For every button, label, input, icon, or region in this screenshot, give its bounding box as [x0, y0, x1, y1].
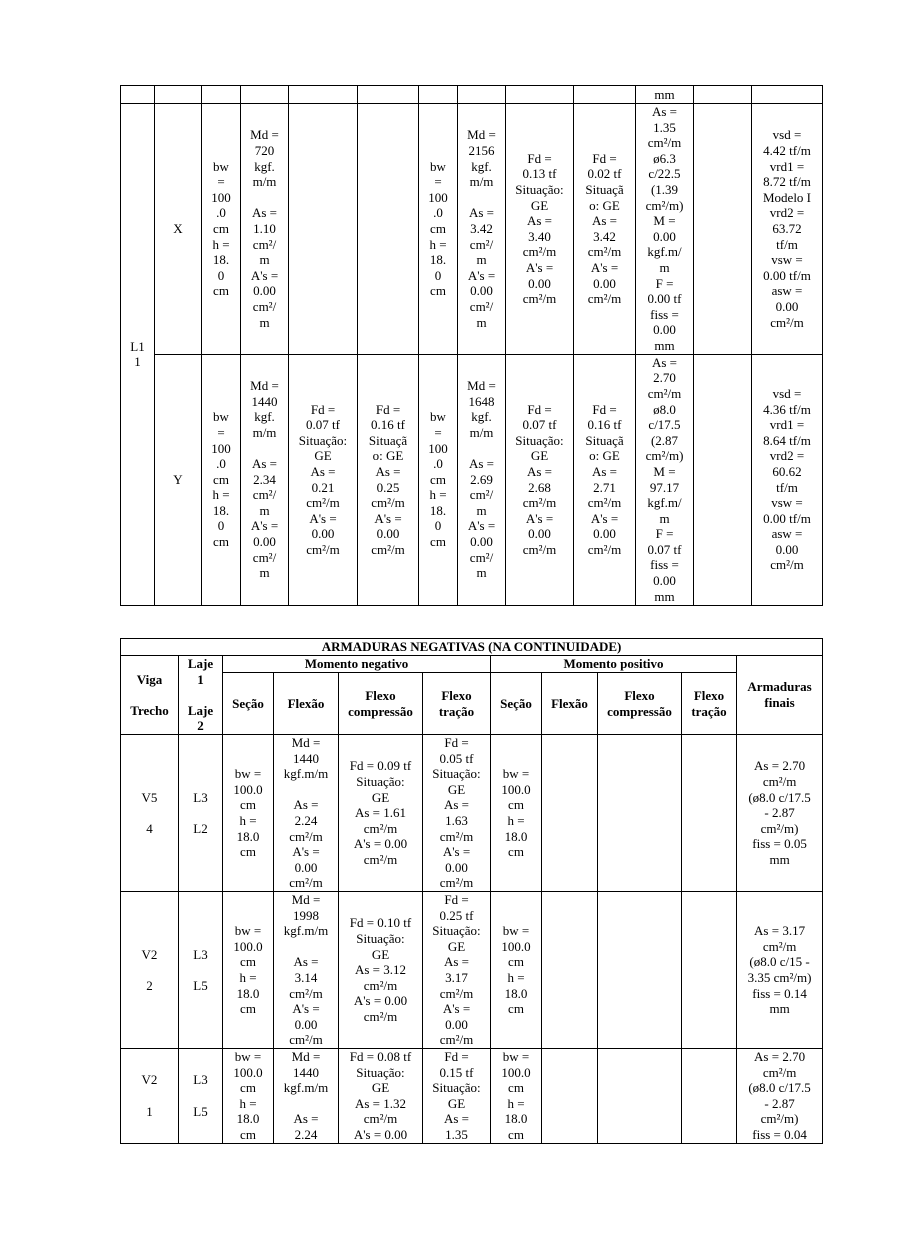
slab-reinforcement-table: [120, 85, 823, 606]
table-cell: bw = 100.0 cm h = 18.0 cm: [491, 1049, 542, 1144]
table-cell: [598, 735, 682, 892]
table-cell: V2 2: [121, 892, 179, 1049]
table-cell: bw = 100 .0 cm h = 18. 0 cm: [419, 104, 458, 355]
table-cell: bw = 100 .0 cm h = 18. 0 cm: [419, 354, 458, 605]
table-cell: Fd = 0.02 tf Situaçã o: GE As = 3.42 cm²/m A's = 0.00 cm²/m: [574, 104, 636, 355]
table-cell: V5 4: [121, 735, 179, 892]
table-cell: V2 1: [121, 1049, 179, 1144]
header-flexo-compressao: Flexo compressão: [339, 673, 423, 735]
table-cell: Fd = 0.09 tf Situação: GE As = 1.61 cm²/m A's = 0.00 cm²/m: [339, 735, 423, 892]
table-title: ARMADURAS NEGATIVAS (NA CONTINUIDADE): [121, 639, 823, 656]
table-cell: Md = 2156 kgf. m/m As = 3.42 cm²/ m A's = 0.00 cm²/ m: [458, 104, 506, 355]
table-cell: [358, 104, 419, 355]
table-cell: [598, 892, 682, 1049]
table-cell: Fd = 0.25 tf Situação: GE As = 3.17 cm²/m A's = 0.00 cm²/m: [423, 892, 491, 1049]
table-cell: [682, 1049, 737, 1144]
header-flexo-tracao: Flexo tração: [682, 673, 737, 735]
header-armaduras-finais: Armaduras finais: [737, 656, 823, 735]
table-cell: [694, 354, 752, 605]
table-cell: Md = 1998 kgf.m/m As = 3.14 cm²/m A's = 0.00 cm²/m: [274, 892, 339, 1049]
table-cell: L3 L2: [179, 735, 223, 892]
negative-reinforcement-table: [120, 638, 823, 1144]
table-cell: [682, 892, 737, 1049]
table-cell: bw = 100.0 cm h = 18.0 cm: [491, 735, 542, 892]
table-cell: As = 1.35 cm²/m ø6.3 c/22.5 (1.39 cm²/m) M = 0.00 kgf.m/ m F = 0.00 tf fiss = 0.00 mm: [636, 104, 694, 355]
table-cell: L3 L5: [179, 892, 223, 1049]
table-cell: [542, 892, 598, 1049]
header-laje: Laje 1 Laje 2: [179, 656, 223, 735]
header-viga: Viga Trecho: [121, 656, 179, 735]
table-cell: Md = 1440 kgf. m/m As = 2.34 cm²/ m A's = 0.00 cm²/ m: [241, 354, 289, 605]
header-momento-positivo: Momento positivo: [491, 656, 737, 673]
header-flexao: Flexão: [542, 673, 598, 735]
table-header-row: [121, 673, 823, 735]
table-cell: bw = 100.0 cm h = 18.0 cm: [223, 735, 274, 892]
table-cell: L3 L5: [179, 1049, 223, 1144]
table-cell: Md = 1440 kgf.m/m As = 2.24: [274, 1049, 339, 1144]
table-cell: Md = 1648 kgf. m/m As = 2.69 cm²/ m A's = 0.00 cm²/ m: [458, 354, 506, 605]
header-momento-negativo: Momento negativo: [223, 656, 491, 673]
table-cell: Fd = 0.05 tf Situação: GE As = 1.63 cm²/m A's = 0.00 cm²/m: [423, 735, 491, 892]
header-flexo-compressao: Flexo compressão: [598, 673, 682, 735]
table-cell: vsd = 4.42 tf/m vrd1 = 8.72 tf/m Modelo I vrd2 = 63.72 tf/m vsw = 0.00 tf/m asw = 0.00 cm²/m: [752, 104, 823, 355]
table-row: [121, 104, 823, 355]
table-cell: As = 2.70 cm²/m (ø8.0 c/17.5 - 2.87 cm²/m) fiss = 0.05 mm: [737, 735, 823, 892]
header-secao: Seção: [223, 673, 274, 735]
table-cell: bw = 100.0 cm h = 18.0 cm: [223, 1049, 274, 1144]
table-cell: Fd = 0.13 tf Situação: GE As = 3.40 cm²/m A's = 0.00 cm²/m: [506, 104, 574, 355]
header-secao: Seção: [491, 673, 542, 735]
table-row: [121, 735, 823, 892]
table-row: [121, 892, 823, 1049]
table-cell: As = 3.17 cm²/m (ø8.0 c/15 - 3.35 cm²/m) fiss = 0.14 mm: [737, 892, 823, 1049]
table-cell: Md = 1440 kgf.m/m As = 2.24 cm²/m A's = 0.00 cm²/m: [274, 735, 339, 892]
table-cell: [542, 735, 598, 892]
table-row: [121, 86, 823, 104]
direction-label: Y: [155, 354, 202, 605]
table-row: [121, 1049, 823, 1144]
table-cell: As = 2.70 cm²/m ø8.0 c/17.5 (2.87 cm²/m) M = 97.17 kgf.m/ m F = 0.07 tf fiss = 0.00 mm: [636, 354, 694, 605]
table-cell: bw = 100 .0 cm h = 18. 0 cm: [202, 104, 241, 355]
table-cell: Md = 720 kgf. m/m As = 1.10 cm²/ m A's = 0.00 cm²/ m: [241, 104, 289, 355]
table-cell: [682, 735, 737, 892]
table-cell: [598, 1049, 682, 1144]
table-cell: Fd = 0.08 tf Situação: GE As = 1.32 cm²/m A's = 0.00: [339, 1049, 423, 1144]
header-flexao: Flexão: [274, 673, 339, 735]
table-cell: Fd = 0.07 tf Situação: GE As = 0.21 cm²/m A's = 0.00 cm²/m: [289, 354, 358, 605]
table-cell: bw = 100.0 cm h = 18.0 cm: [223, 892, 274, 1049]
table-cell: [694, 104, 752, 355]
slab-label: L1 1: [121, 104, 155, 606]
table-cell: bw = 100 .0 cm h = 18. 0 cm: [202, 354, 241, 605]
table-cell: Fd = 0.07 tf Situação: GE As = 2.68 cm²/m A's = 0.00 cm²/m: [506, 354, 574, 605]
table-cell: bw = 100.0 cm h = 18.0 cm: [491, 892, 542, 1049]
table-cell: mm: [636, 86, 694, 104]
table-header-row: [121, 656, 823, 673]
table-cell: Fd = 0.15 tf Situação: GE As = 1.35: [423, 1049, 491, 1144]
table-cell: vsd = 4.36 tf/m vrd1 = 8.64 tf/m vrd2 = 60.62 tf/m vsw = 0.00 tf/m asw = 0.00 cm²/m: [752, 354, 823, 605]
table-cell: [542, 1049, 598, 1144]
direction-label: X: [155, 104, 202, 355]
table-cell: Fd = 0.16 tf Situaçã o: GE As = 2.71 cm²/m A's = 0.00 cm²/m: [574, 354, 636, 605]
table-row: [121, 354, 823, 605]
table-cell: [289, 104, 358, 355]
table-cell: As = 2.70 cm²/m (ø8.0 c/17.5 - 2.87 cm²/m) fiss = 0.04: [737, 1049, 823, 1144]
header-flexo-tracao: Flexo tração: [423, 673, 491, 735]
table-cell: Fd = 0.10 tf Situação: GE As = 3.12 cm²/m A's = 0.00 cm²/m: [339, 892, 423, 1049]
table-cell: Fd = 0.16 tf Situaçã o: GE As = 0.25 cm²/m A's = 0.00 cm²/m: [358, 354, 419, 605]
table-title-row: [121, 639, 823, 656]
